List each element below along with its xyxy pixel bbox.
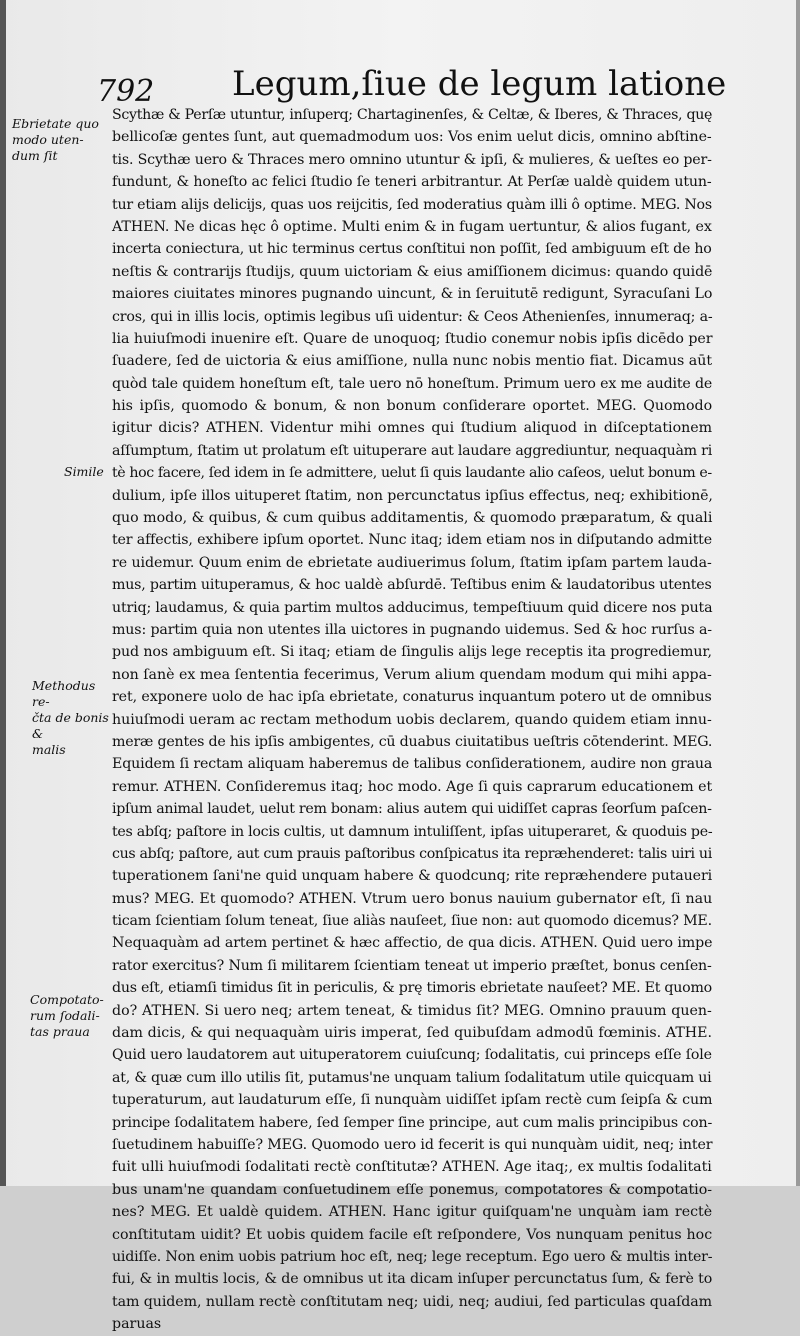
page-number: 792 xyxy=(97,74,155,109)
margin-note: Simile xyxy=(64,464,104,479)
page-right-edge xyxy=(796,0,800,1186)
text-line: aſſumptum, ſtatim ut prolatum eſt uituperare aut laudare aggrediuntur, nequaquàm ri xyxy=(112,442,713,459)
text-line: incerta coniectura, ut hic terminus certus conſtitui non poſſit, ſed ambiguum eſt de ho xyxy=(112,241,712,258)
text-line: fundunt, & honeſto ac felici ſtudio ſe teneri arbitrantur. At Perſæ ualdè quidem utun- xyxy=(112,174,712,191)
text-line: meræ gentes de his ipſis ambigentes, cū duabus ciuitatibus ueſtris cōtenderint. MEG. xyxy=(112,733,713,750)
text-line: bus unam'ne quandam conſuetudinem eſſe ponemus, compotatores & compotatio- xyxy=(112,1181,713,1198)
running-head: Legum,ſiue de legum latione xyxy=(232,64,727,104)
text-line: uidiſſe. Non enim uobis patrium hoc eſt, neq; lege receptum. Ego uero & multis inter- xyxy=(112,1248,713,1265)
text-line: quo modo, & quibus, & cum quibus additamentis, & quomodo præparatum, & quali xyxy=(112,510,713,527)
text-line: remur. ATHEN. Conſideremus itaq; hoc modo. Age ſi quis caprarum educationem et xyxy=(112,778,713,795)
text-line: ticam ſcientiam ſolum teneat, ſiue aliàs nauſeet, ſiue non: aut quomodo dicemus? ME. xyxy=(112,913,712,930)
text-line: principe ſodalitatem habere, ſed ſemper ſine principe, aut cum malis principibus con- xyxy=(112,1114,713,1131)
text-line: paruas xyxy=(112,1316,162,1333)
text-line: at, & quæ cum illo utilis ſit, putamus'ne unquam talium ſodalitatum utile quicquam ui xyxy=(112,1069,712,1086)
margin-note: Methodus re- čta de bonis & malis xyxy=(32,678,109,757)
text-line: ter affectis, exhibere ipſum oportet. Nunc itaq; idem etiam nos in diſputando admitte xyxy=(112,532,712,549)
text-line: nes? MEG. Et ualdè quidem. ATHEN. Hanc igitur quiſquam'ne unquàm iam rectè xyxy=(112,1204,713,1221)
text-line: do? ATHEN. Si uero neq; artem teneat, & timidus ſit? MEG. Omnino prauum quen- xyxy=(112,1002,712,1019)
text-line: fui, & in multis locis, & de omnibus ut ita dicam inſuper percunctatus ſum, & ferè to xyxy=(112,1271,713,1288)
text-line: tes abſq; paſtore in locis cultis, ut damnum intuliſſent, ipſas uituperaret, & quoduis pe- xyxy=(112,823,713,840)
text-line: non ſanè ex mea ſententia fecerimus, Verum alium quendam modum qui mihi appa- xyxy=(112,666,712,683)
text-line: conſtitutam uidit? Et uobis quidem facile eſt reſpondere, Vos nunquam penitus hoc xyxy=(112,1226,713,1243)
text-line: mus, partim uituperamus, & hoc ualdè abſurdē. Teſtibus enim & laudatoribus utentes xyxy=(112,577,712,594)
text-line: Nequaquàm ad artem pertinet & hæc affectio, de qua dicis. ATHEN. Quid uero impe xyxy=(112,935,713,952)
text-line: tam quidem, nullam rectè conſtitutam neq; uidi, neq; audiui, ſed particulas quaſdam xyxy=(112,1293,713,1310)
text-line: dus eſt, etiamſi timidus ſit in periculis, & prę timoris ebrietate nauſeet? ME. Et quomo xyxy=(112,980,712,997)
text-line: Equidem ſi rectam aliquam haberemus de talibus conſiderationem, audire non graua xyxy=(112,756,713,773)
text-line: lia huiuſmodi inuenire eſt. Quare de unoquoq; ſtudio conemur nobis ipſis dicēdo per xyxy=(112,330,713,347)
text-line: pud nos ambiguum eſt. Si itaq; etiam de ſingulis alijs lege receptis ita progrediemur, xyxy=(112,644,712,661)
text-line: ret, exponere uolo de hac ipſa ebrietate, conaturus inquantum potero ut de omnibus xyxy=(112,689,712,706)
text-line: cus abſq; paſtore, aut cum prauis paſtoribus conſpicatus ita repræhenderet: talis uiri ui xyxy=(112,845,712,862)
text-line: re uidemur. Quum enim de ebrietate audiuerimus ſolum, ſtatim ipſam partem lauda- xyxy=(112,554,712,571)
text-line: his ipſis, quomodo & bonum, & non bonum conſiderare oportet. MEG. Quomodo xyxy=(112,398,713,415)
margin-note: Compotato- rum ſodali- tas praua xyxy=(30,992,104,1039)
text-line: Scythæ & Perſæ utuntur, inſuperq; Chartaginenſes, & Celtæ, & Iberes, & Thraces, quę xyxy=(112,107,713,123)
text-line: igitur dicis? ATHEN. Videntur mihi omnes qui ſtudium aliquod in diſceptationem xyxy=(112,420,713,437)
text-line: dam dicis, & qui nequaquàm uiris imperat, ſed quibuſdam admodū fœminis. ATHE. xyxy=(112,1025,713,1042)
text-line: utriq; laudamus, & quia partim multos adducimus, tempeſtiuum quid dicere nos puta xyxy=(112,599,713,616)
text-line: ſuetudinem habuiſſe? MEG. Quomodo uero id fecerit is qui nunquàm uidit, neq; inter xyxy=(112,1136,713,1153)
text-line: tur etiam alijs delicijs, quas uos reijcitis, ſed moderatius quàm illi ô optime. MEG. Nos xyxy=(112,196,712,213)
text-line: tis. Scythæ uero & Thraces mero omnino utuntur & ipſi, & mulieres, & ueſtes eo per- xyxy=(112,151,712,168)
text-line: maiores ciuitates minores pugnando uincunt, & in ſeruitutē redigunt, Syracuſani Lo xyxy=(112,286,713,303)
text-line: tuperationem ſani'ne quid unquam habere & quodcunq; rite repræhendere putaueri xyxy=(112,868,713,885)
text-line: fuit ulli huiuſmodi ſodalitati rectè conſtitutæ? ATHEN. Age itaq;, ex multis ſodalitati xyxy=(112,1159,712,1176)
margin-note: Ebrietate quo modo uten- dum ſit xyxy=(12,116,99,163)
text-line: dulium, ipſe illos uituperet ſtatim, non percunctatus ipſius effectus, neq; exhibitionē, xyxy=(112,487,713,504)
page-left-edge xyxy=(0,0,6,1186)
text-line: neſtis & contrarijs ſtudijs, quum uictoriam & eius amiſſionem dicimus: quando quidē xyxy=(112,263,713,280)
text-line: tuperaturum, aut laudaturum eſſe, ſi nunquàm uidiſſet ipſam rectè cum ſeipſa & cum xyxy=(112,1092,713,1109)
text-line: ipſum animal laudet, uelut rem bonam: alius autem qui uidiſſet capras ſeorſum paſcen- xyxy=(112,801,712,818)
text-line: ſuadere, ſed de uictoria & eius amiſſione, nulla nunc nobis mentio fiat. Dicamus aūt xyxy=(112,353,712,370)
text-line: ATHEN. Ne dicas hęc ô optime. Multi enim & in fugam uertuntur, & alios fugant, ex xyxy=(112,218,712,235)
text-line: mus: partim quia non utentes illa uictores in pugnando uidemus. Sed & hoc rurſus a- xyxy=(112,621,712,638)
text-line: bellicoſæ gentes ſunt, aut quemadmodum uos: Vos enim uelut dicis, omnino abſtine- xyxy=(112,129,712,146)
text-line: tè hoc facere, ſed idem in ſe admittere, uelut ſi quis laudante alio caſeos, uelut bonum e- xyxy=(112,465,712,482)
text-line: rator exercitus? Num ſi militarem ſcientiam teneat ut imperio præſtet, bonus cenſen- xyxy=(112,957,712,974)
text-line: quòd tale quidem honeſtum eſt, tale uero nō honeſtum. Primum uero ex me audite de xyxy=(112,375,713,392)
text-line: huiuſmodi ueram ac rectam methodum uobis declarem, quando quidem etiam innu- xyxy=(112,711,712,728)
text-line: mus? MEG. Et quomodo? ATHEN. Vtrum uero bonus nauium gubernator eſt, ſi nau xyxy=(112,890,713,907)
body-text xyxy=(112,104,712,1335)
text-line: cros, qui in illis locis, optimis legibus uſi uidentur: & Ceos Athenienſes, innumeraq; a- xyxy=(112,308,713,325)
text-line: Quid uero laudatorem aut uituperatorem cuiuſcunq; ſodalitatis, cui princeps eſſe ſole xyxy=(112,1047,712,1064)
